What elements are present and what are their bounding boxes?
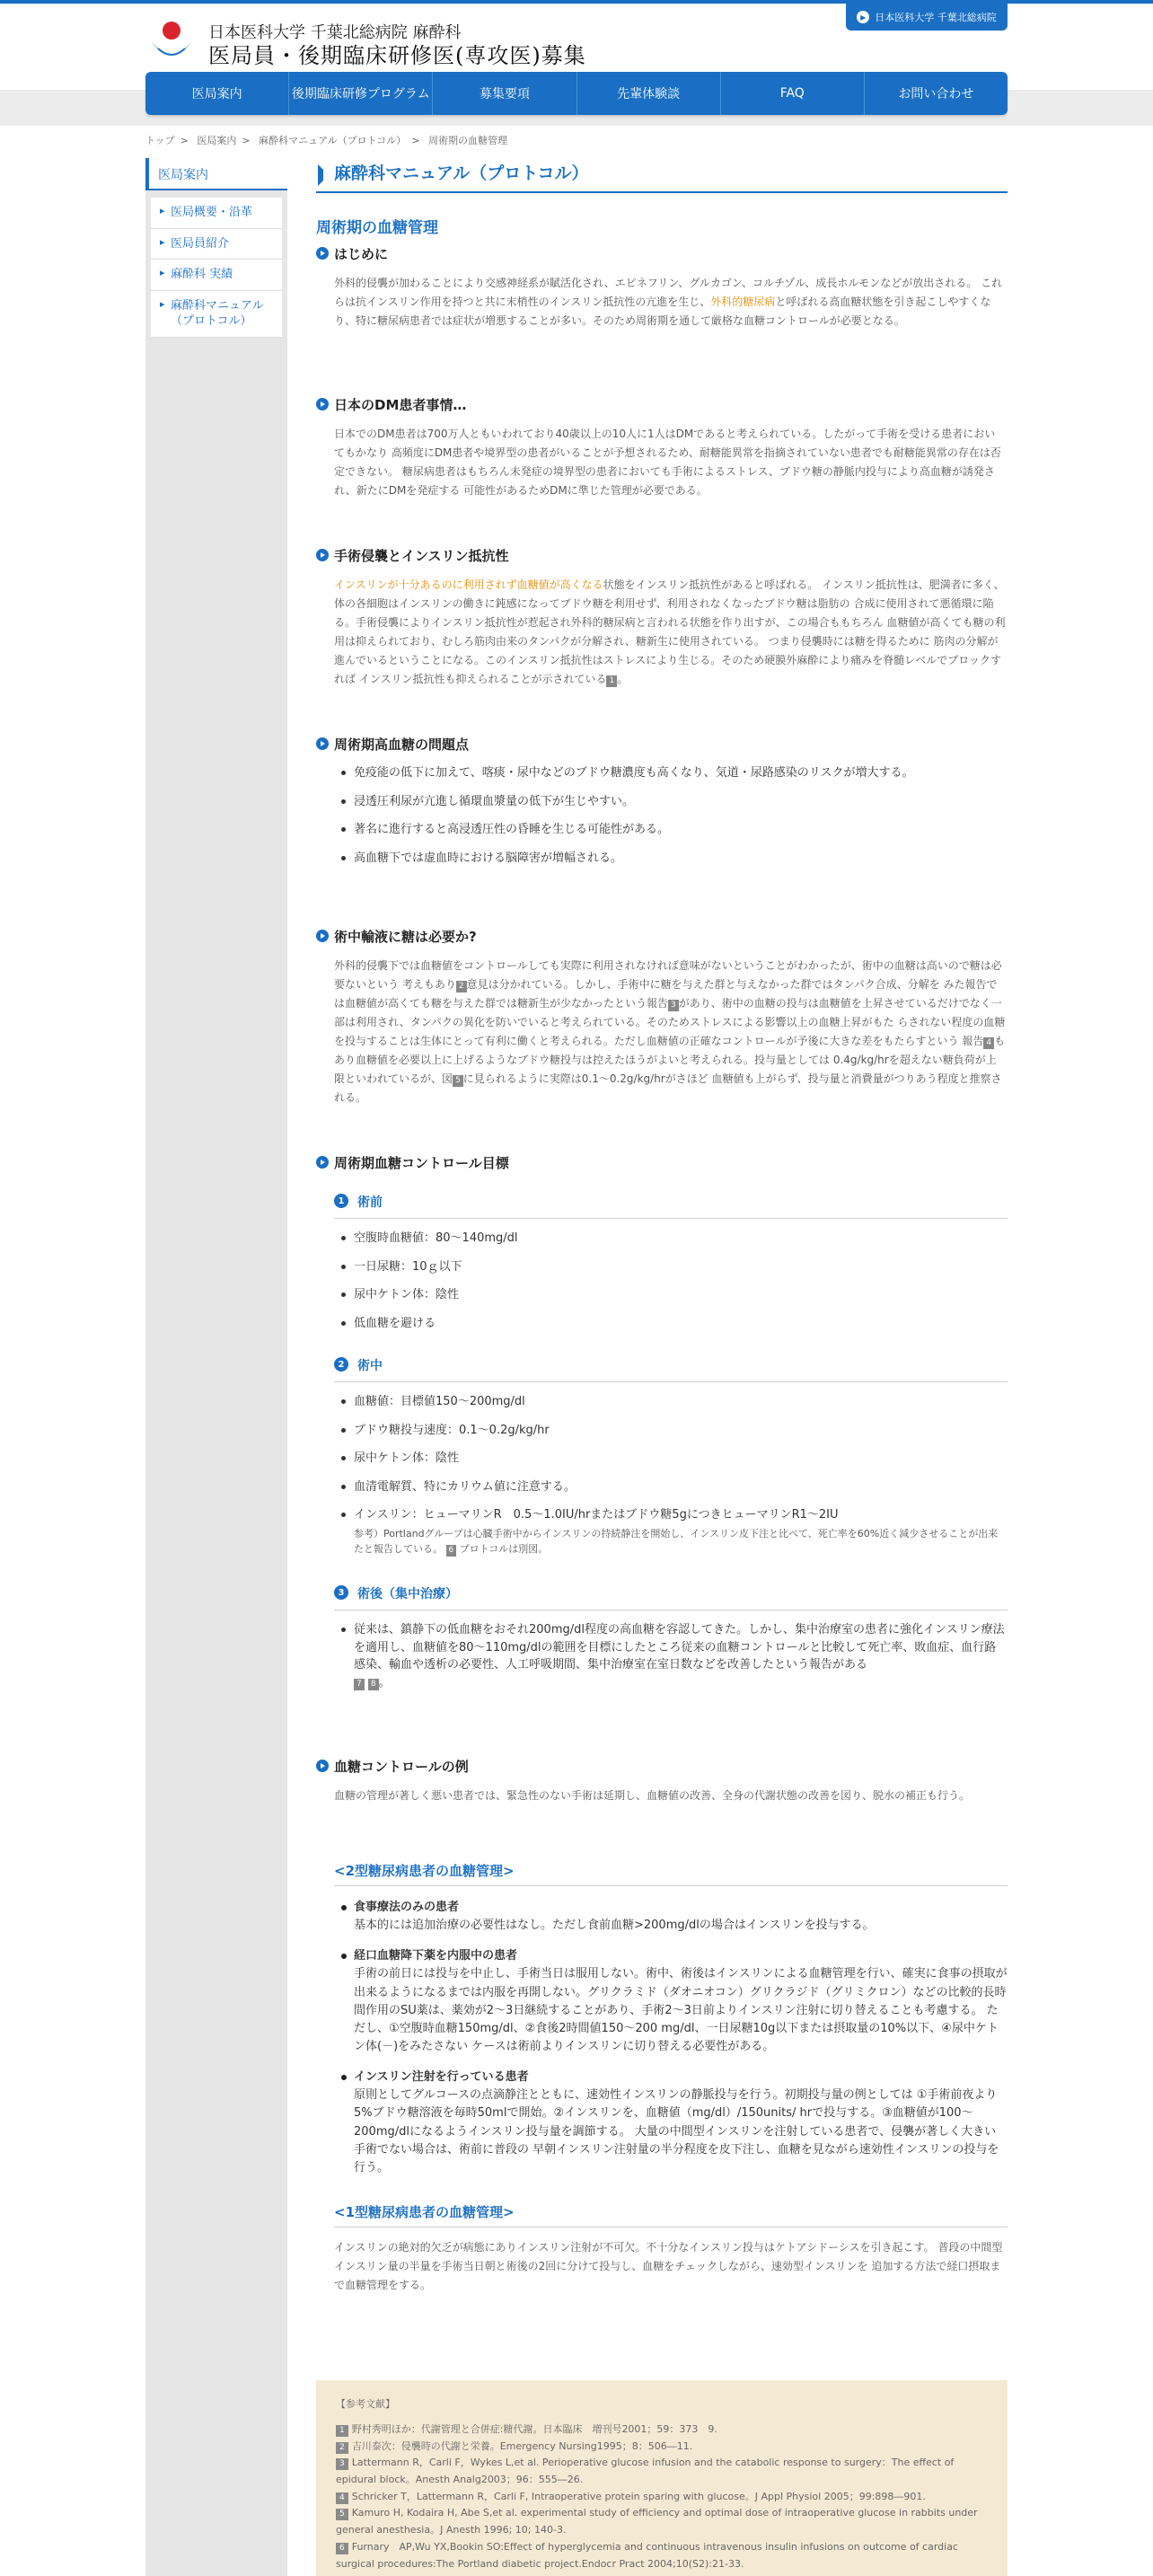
list-item — [334, 2069, 1008, 2177]
reference-number: 6 — [336, 2543, 348, 2554]
item-title: インスリン注射を行っている患者 — [354, 2070, 529, 2085]
reference-number: 5 — [336, 2509, 348, 2520]
item-body: 基本的には追加治療の必要性はなし。ただし食前血糖>200mg/dlの場合はインスリンを投与する。 — [354, 1919, 875, 1933]
main-content — [316, 158, 1008, 237]
page-subtitle: 周術期の血糖管理 — [316, 219, 438, 237]
subsection-heading — [334, 1356, 1008, 1382]
number-badge: 2 — [334, 1357, 348, 1372]
sidebar-title: 医局案内 — [145, 158, 287, 190]
item-body: 原則としてグルコースの点滴静注とともに、速効性インスリンの静脈投与を行う。初期投与量の例としては ①手術前夜より5%ブドウ糖溶液を毎時50mlで開始。②インスリンを、血糖値（mg/dl）/150units/ hrで投与する。③血糖値が100〜200mg/dlになるようインスリン投与量を調節する。 大量の中間型インスリンを注射している患者で、侵襲が著しく大きい手術でない場合は、術前に普段の 早朝インスリン注射量の半分程度を皮下注し、血糖を見ながら速効性インスリンの投与を行う。 — [354, 2088, 999, 2175]
reference-item — [336, 2455, 988, 2488]
hospital-link-button[interactable] — [846, 4, 1008, 31]
hospital-link-label: 日本医科大学 千葉北総病院 — [875, 12, 997, 23]
list-item: ブドウ糖投与速度：0.1〜0.2g/kg/hr — [316, 1422, 1008, 1440]
type2-block — [316, 1861, 1008, 2177]
references-title: 【参考文献】 — [336, 2398, 395, 2410]
list-item: 一日尿糖：10ｇ以下 — [316, 1258, 1008, 1276]
list-item — [334, 1947, 1008, 2056]
section-intro — [316, 244, 1008, 331]
university-logo-icon[interactable] — [145, 14, 198, 65]
subsection-title: 術前 — [357, 1195, 383, 1210]
nav-item-contact[interactable]: お問い合わせ — [898, 87, 974, 101]
breadcrumb-separator: > — [242, 135, 251, 146]
list-item: 血糖値：目標値150〜200mg/dl — [316, 1393, 1008, 1411]
section-control — [316, 1757, 1008, 1805]
brand-department: 日本医科大学 千葉北総病院 麻酔科 — [208, 23, 462, 42]
text-span: 意見は分かれている。しかし、手術中に糖を与えた群と与えなかった群ではタンパク合成、分解を みた報告では血糖値が高くても糖を与えた群では糖新生が少なかったという報告 — [334, 978, 998, 1010]
sidebar-list — [151, 198, 282, 338]
reference-item — [336, 2439, 988, 2456]
reference-text: 吉川泰次：侵襲時の代謝と栄養。Emergency Nursing1995；8：506―11. — [351, 2439, 693, 2452]
section-text — [316, 957, 1008, 1107]
list-item — [334, 1899, 1008, 1935]
reference-badge[interactable]: 3 — [668, 1000, 679, 1011]
reference-number: 2 — [336, 2442, 348, 2454]
text-span: 状態をインスリン抵抗性があると呼ばれる。 インスリン抵抗性は、肥満者に多く、体の各細胞はインスリンの働きに鈍感になってブドウ糖を利用せず、利用されなくなったブドウ糖は脂肪の 合成に使用されて悪循環に陥る。手術侵襲によりインスリン抵抗性が惹起され外科的糖尿病と言われる状態を作り出すが、この場合ももちろん 血糖値が高くても糖の利用は抑えられており、むしろ筋肉由来のタンパクが分解され、糖新生に使用されている。 つまり侵襲時には糖を得るために 筋肉の分解が進んでいるということになる。このインスリン抵抗性はストレスにより生じる。そのため硬膜外麻酔により痛みを脊髄レベルでブロックすれば インスリン抵抗性も抑えられることが示されている — [334, 578, 1006, 685]
number-badge: 3 — [334, 1585, 348, 1600]
reference-badge[interactable]: 8 — [368, 1679, 379, 1690]
section-heading: 周術期高血糖の問題点 — [316, 735, 1008, 754]
text-span: 。 — [378, 1675, 391, 1689]
section-heading: 血糖コントロールの例 — [316, 1757, 1008, 1776]
list-item: 空腹時血糖値：80〜140mg/dl — [316, 1230, 1008, 1248]
reference-badge[interactable]: 5 — [453, 1075, 463, 1087]
section-heading: 日本のDM患者事情… — [316, 395, 1008, 414]
breadcrumb-about[interactable]: 医局案内 — [197, 135, 237, 146]
subsection-title: 術後（集中治療） — [357, 1587, 458, 1601]
reference-badge[interactable]: 2 — [456, 981, 467, 992]
reference-note — [316, 1526, 1008, 1557]
breadcrumb — [145, 133, 513, 147]
text-span: に見られるように実際は0.1〜0.2g/kg/hrがさほど 血糖値も上がらず、投与量と消費量がつりあう程度と推察される。 — [334, 1072, 1002, 1104]
breadcrumb-current: 周術期の血糖管理 — [427, 135, 507, 146]
reference-badge[interactable]: 7 — [354, 1679, 365, 1690]
reference-number: 1 — [336, 2425, 348, 2437]
item-body: 手術の前日には投与を中止し、手術当日は服用しない。術中、術後はインスリンによる血糖管理を行い、確実に食事の摂取が出来るようになるまでは内服を再開しない。グリクラミド（ダオニオコン）グリクラジド（グリミクロン）などの比較的長時間作用のSU薬は、薬効が2〜3日継続することがあり、手術2〜3日前よりインスリン注射に切り替えることも考慮する。 ただし、①空腹時血糖150mg/dl、②食後2時間値150〜200 mg/dl、一日尿糖10g以下または摂取量の10%以下、④尿中ケトン体(－)をみたさない ケースは術前よりインスリンに切り替える必要性がある。 — [354, 1967, 1008, 2053]
section-heading: 周術期血糖コントロール目標 — [316, 1153, 1008, 1172]
text-span: もあり血糖値を必要以上に上げるようなブドウ糖投与は控えたほうがよいと考えられる。投与量としては 0.4g/kg/hrを超えない糖負荷が上限といわれているが、図 — [334, 1035, 1006, 1085]
reference-badge[interactable]: 4 — [983, 1037, 994, 1049]
section-dm — [316, 395, 1008, 500]
brand-recruit-title: 医局員・後期臨床研修医(専攻医)募集 — [208, 43, 586, 68]
reference-number: 4 — [336, 2492, 348, 2504]
text-span: 参考）Portlandグループは心臓手術中からインスリンの持続静注を開始し、インスリン皮下注と比べて、死亡率を60%近く減少させることが出来たと報告している。 — [354, 1527, 999, 1556]
type2-heading: <2型糖尿病患者の血糖管理> — [334, 1861, 1008, 1886]
subsection-postop — [316, 1584, 1008, 1691]
list-item — [316, 1621, 1008, 1691]
text-span: 外科的侵襲下では血糖値をコントロールしても実際に利用されなければ意味がないということがわかったが、術中の血糖は高いので糖は必要ないという 考えもあり — [334, 959, 1002, 991]
list-item: 低血糖を避ける — [316, 1315, 1008, 1333]
section-heading: 手術侵襲とインスリン抵抗性 — [316, 546, 1008, 565]
nav-item-recruit[interactable]: 募集要項 — [433, 72, 576, 115]
reference-item — [336, 2539, 988, 2572]
sidebar-item-members[interactable]: ▸ 医局員紹介 — [151, 229, 282, 260]
nav-item-about[interactable]: 医局案内 — [145, 72, 289, 115]
text-span: と呼ばれる高血糖状態を引き起こしやすくなり、特に糖尿病患者では症状が増悪することが多い。そのため周術期を通して厳格な血糖コントロールが必要となる。 — [334, 296, 991, 327]
highlight-text: 外科的糖尿病 — [710, 296, 776, 308]
list-item: 尿中ケトン体：陰性 — [316, 1286, 1008, 1304]
section-insulin — [316, 546, 1008, 689]
breadcrumb-home[interactable]: トップ — [145, 135, 175, 146]
section-sugar — [316, 927, 1008, 1107]
item-title: 経口血糖降下薬を内服中の患者 — [354, 1949, 518, 1963]
list-item: 血清電解質、特にカリウム値に注意する。 — [316, 1478, 1008, 1496]
breadcrumb-manual[interactable]: 麻酔科マニュアル（プロトコル） — [259, 135, 407, 146]
subsection-title: 術中 — [357, 1359, 383, 1373]
subsection-heading — [334, 1193, 1008, 1219]
section-text: 日本でのDM患者は700万人ともいわれており40歳以上の10人に1人はDMであると考えられている。したがって手術を受ける患者においてもかなり 高頻度にDM患者や境界型の患者がいることが予想されるため、耐糖能異常を指摘されていない患者でも耐糖能異常の存在は否定できない。 糖尿病患者はもちろん未発症の境界型の患者においても手術によるストレス、ブドウ糖の静脈内投与により高血糖が誘発され、新たにDMを発症する 可能性があるためDMに準じた管理が必要である。 — [334, 428, 1001, 497]
reference-item — [336, 2505, 988, 2538]
section-text: インスリンの絶対的欠乏が病態にありインスリン注射が不可欠。不十分なインスリン投与はケトアシドーシスを引き起こす。 普段の中間型インスリン量の半量を手術当日朝と術後の2回に分けて投与し、血糖をチェックしながら、速効型インスリンを 追加する方法で経口摂取まで血糖管理をする。 — [334, 2241, 1003, 2291]
section-target — [316, 1153, 1008, 1172]
section-heading: はじめに — [316, 244, 1008, 263]
nav-item-program[interactable]: 後期臨床研修プログラム — [289, 72, 433, 115]
reference-text: 野村秀明ほか：代謝管理と合併症:糖代謝。日本臨床 増刊号2001；59：373 9. — [351, 2423, 717, 2435]
text-span: 外科的侵襲が加わることにより交感神経系が賦活化され、エピネフリン、グルカゴン、コルチゾル、成長ホルモンなどが放出される。 これらは抗インスリン作用を持つと共に末梢性のインスリン抵抗性の亢進を生じ、 — [334, 277, 1003, 308]
section-text — [316, 576, 1008, 689]
subsection-preop — [316, 1193, 1008, 1332]
arrow-right-icon: ▶ — [857, 11, 869, 23]
page-title: 麻酔科マニュアル（プロトコル） — [316, 158, 1008, 193]
list-item: 免疫能の低下に加えて、喀痰・尿中などのブドウ糖濃度も高くなり、気道・尿路感染のリスクが増大する。 — [316, 764, 1008, 782]
breadcrumb-separator: > — [411, 135, 420, 146]
number-badge: 1 — [334, 1194, 348, 1208]
list-item: 高血糖下では虚血時における脳障害が増幅される。 — [316, 850, 1008, 868]
reference-text: Furnary AP,Wu YX,Bookin SO:Effect of hyperglycemia and continuous intravenous insulin infusions on outcome of cardiac surgical procedures:The Portland diabetic project.Endocr Pract 2004;10(S2):21-33. — [336, 2540, 958, 2570]
text-span: プロトコルは別図。 — [459, 1543, 549, 1556]
references-box — [316, 2380, 1008, 2576]
highlight-text: インスリンが十分あるのに利用されず血糖値が高くなる — [334, 578, 603, 591]
item-title: 食事療法のみの患者 — [354, 1901, 460, 1914]
nav-item-faq[interactable]: FAQ — [721, 72, 865, 115]
reference-badge[interactable]: 1 — [606, 675, 617, 687]
type1-block — [316, 2202, 1008, 2295]
reference-item — [336, 2489, 988, 2506]
text-span: 。 — [617, 673, 629, 685]
section-text — [316, 274, 1008, 331]
type1-heading: <1型糖尿病患者の血糖管理> — [334, 2202, 1008, 2228]
subsection-intraop — [316, 1356, 1008, 1557]
reference-number: 3 — [336, 2458, 348, 2470]
reference-text: Lattermann R，Carli F，Wykes L,et al. Perioperative glucose infusion and the catabolic response to surgery：The effect of epidural block。Anesth Analg2003；96：555―26. — [336, 2457, 955, 2486]
sidebar — [145, 158, 287, 2576]
list-item: 浸透圧利尿が亢進し循環血漿量の低下が生じやすい。 — [316, 793, 1008, 811]
text-span: 従来は、鎮静下の低血糖をおそれ200mg/dl程度の高血糖を容認してきた。しかし、集中治療室の患者に強化インスリン療法を適用し、血糖値を80〜110mg/dlの範囲を目標にしたところ従来の血糖コントロールと比較して死亡率、敗血症、血行路感染、輸血や透析の必要性、人工呼吸期間、集中治療室在室日数などを改善したという報告がある — [354, 1623, 1005, 1672]
subsection-heading — [334, 1584, 1008, 1610]
sidebar-item-manual[interactable]: ▸ 麻酔科マニュアル（プロトコル） — [151, 291, 282, 338]
reference-text: Kamuro H, Kodaira H, Abe S,et al. experimental study of efficiency and optimal dose of intraoperative glucose in rabbits under general anesthesia。J Anesth 1996; 10; 140-3. — [336, 2507, 978, 2536]
section-hyperglycemia — [316, 735, 1008, 867]
sidebar-item-overview[interactable]: ▸ 医局概要・沿革 — [151, 198, 282, 229]
section-text: 血糖の管理が著しく悪い患者では、緊急性のない手術は延期し、血糖値の改善、全身の代謝状態の改善を図り、脱水の補正も行う。 — [334, 1789, 971, 1802]
reference-item — [336, 2422, 988, 2439]
text-span: があり、術中の血糖の投与は血糖値を上昇させているだけでなく一部は利用され、タンパクの異化を防いでいると考えられている。そのためストレスによる影響以上の血糖上昇がもた らされない程度の血糖を投与することは生体にとって有利に働くと考えられる。ただし血糖値の正確なコントロールが予後に大きな差をもたらすという 報告 — [334, 997, 1006, 1047]
nav-item-experience[interactable]: 先輩体験談 — [577, 72, 721, 115]
list-item: 著名に進行すると高浸透圧性の昏睡を生じる可能性がある。 — [316, 821, 1008, 839]
reference-badge[interactable]: 6 — [446, 1545, 457, 1557]
global-nav — [145, 72, 1008, 115]
list-item: 尿中ケトン体：陰性 — [316, 1450, 1008, 1468]
reference-text: Schricker T，Lattermann R，Carli F, Intraoperative protein sparing with glucose。J Appl Physiol 2005；99:898―901. — [351, 2490, 926, 2502]
breadcrumb-separator: > — [180, 135, 189, 146]
section-heading: 術中輸液に糖は必要か? — [316, 927, 1008, 946]
sidebar-item-results[interactable]: ▸ 麻酔科 実績 — [151, 260, 282, 291]
list-item: インスリン：ヒューマリンR 0.5〜1.0IU/hrまたはブドウ糖5gにつきヒューマリンR1〜2IU — [316, 1506, 1008, 1524]
